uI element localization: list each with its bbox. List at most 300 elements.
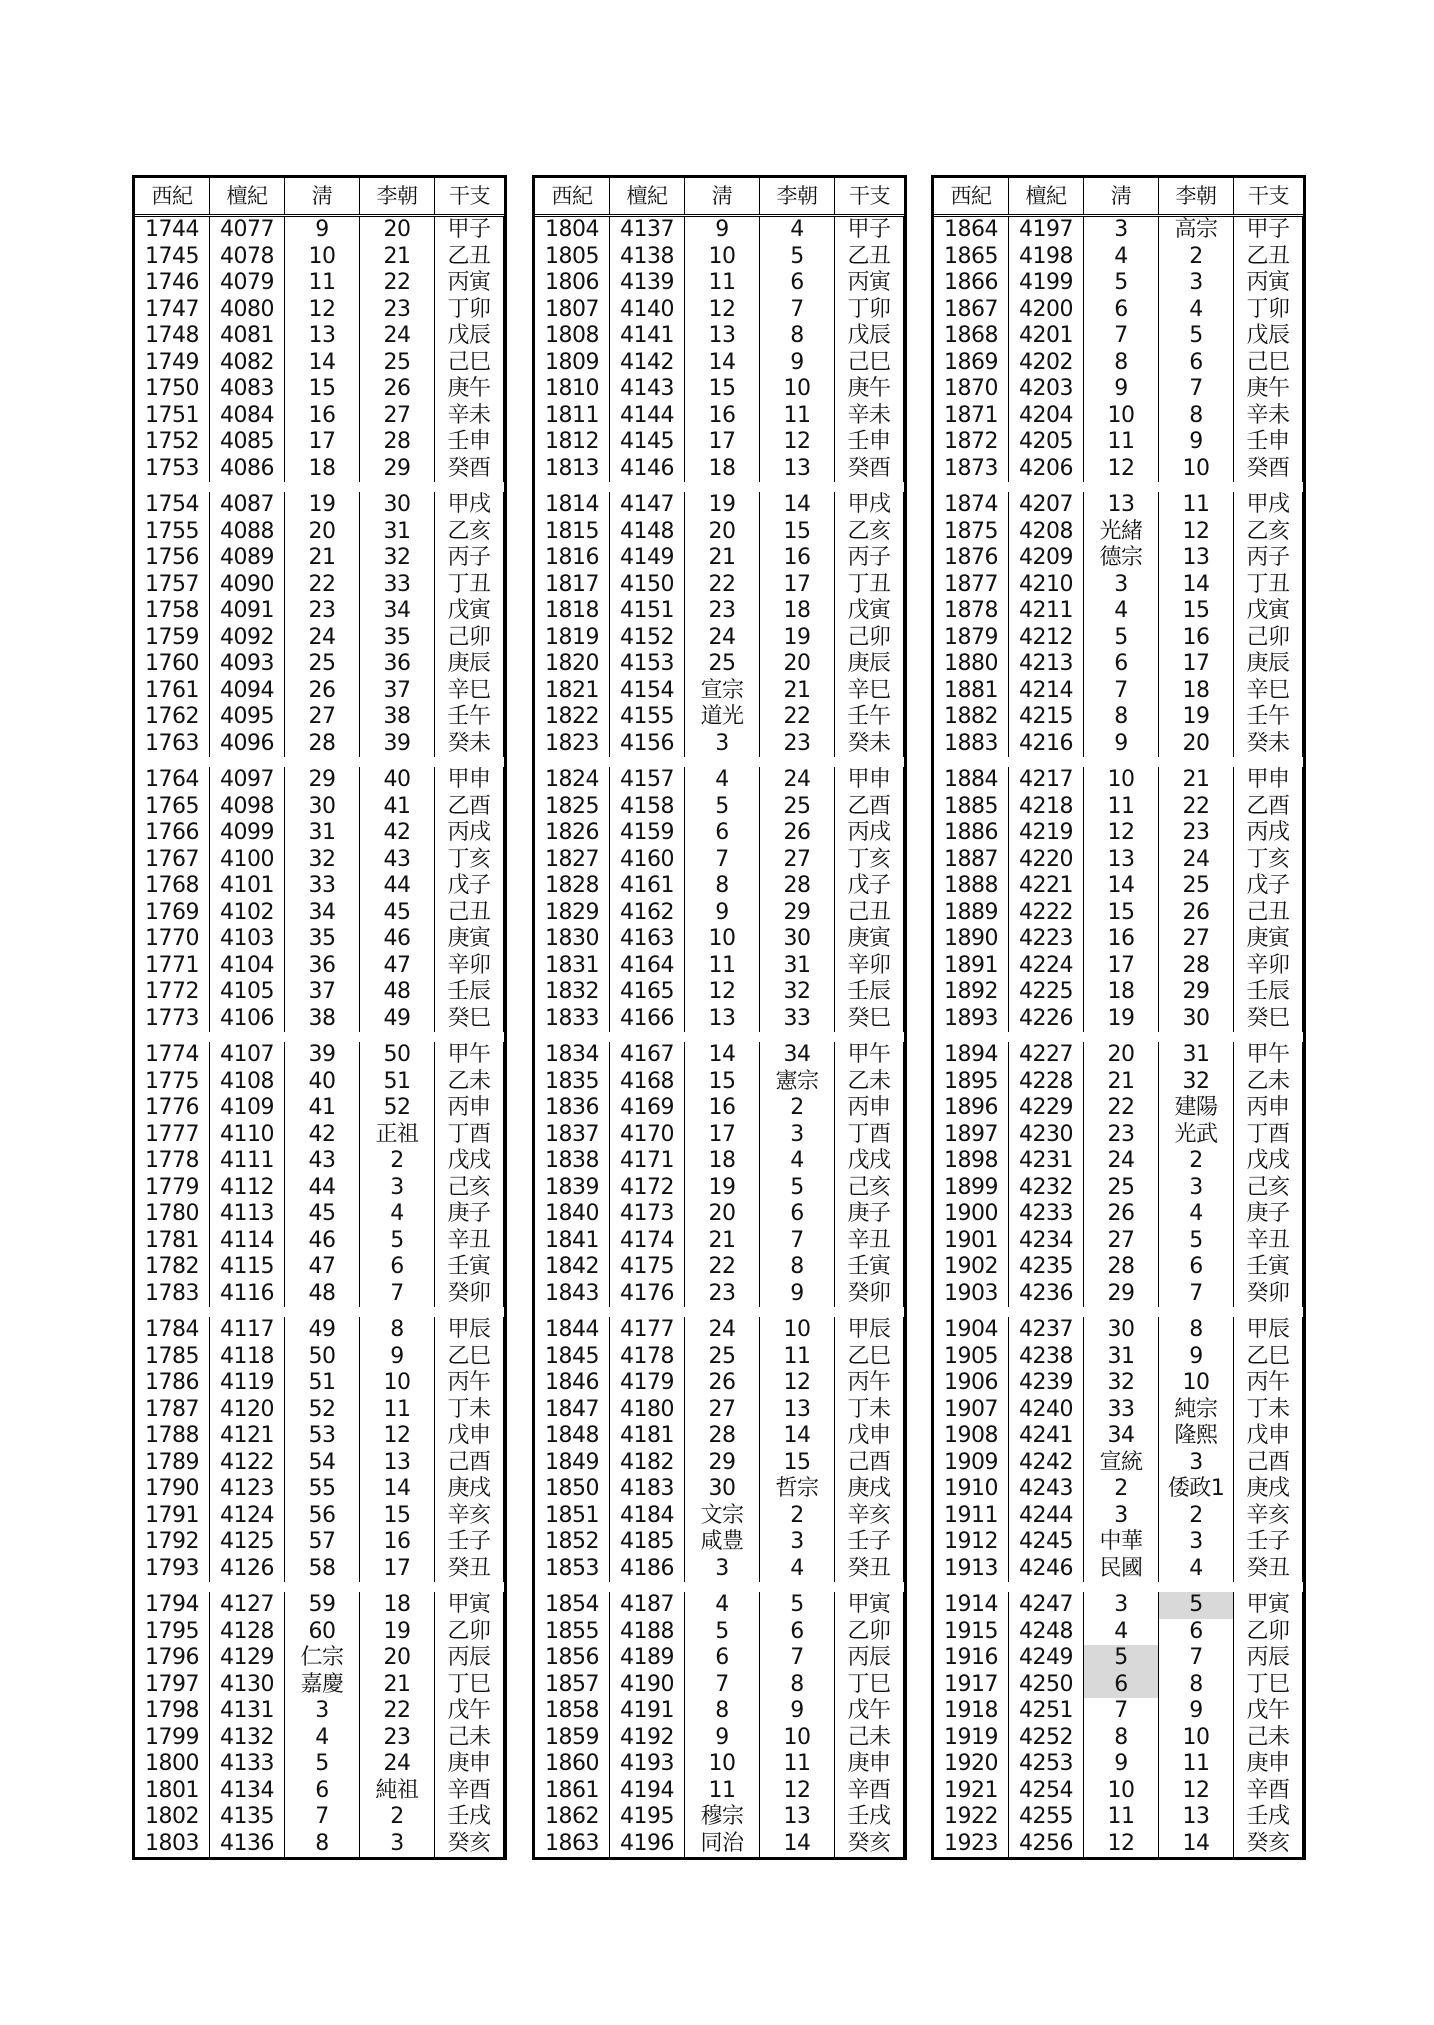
- cell-dangun-year: 4197: [1009, 217, 1084, 244]
- cell-qing: 21: [285, 545, 360, 572]
- cell-ganzhi: 庚寅: [435, 926, 504, 953]
- cell-dangun-year: 4142: [610, 350, 685, 377]
- cell-ganzhi: 庚戌: [835, 1476, 904, 1503]
- cell-western-year: 1755: [135, 519, 210, 546]
- cell-qing: 20: [685, 1201, 760, 1228]
- cell-ganzhi: 癸未: [1234, 731, 1303, 758]
- cell-dangun-year: 4247: [1009, 1592, 1084, 1619]
- table-row: [135, 598, 504, 625]
- cell-joseon: 27: [360, 403, 435, 430]
- table-row: [135, 1069, 504, 1096]
- cell-joseon: 4: [760, 217, 835, 244]
- cell-dangun-year: 4091: [210, 598, 285, 625]
- cell-dangun-year: 4200: [1009, 297, 1084, 324]
- cell-qing: 29: [285, 767, 360, 794]
- table-row: [135, 456, 504, 483]
- cell-ganzhi: 壬子: [835, 1529, 904, 1556]
- cell-qing: 23: [685, 1281, 760, 1308]
- cell-ganzhi: 丁未: [435, 1397, 504, 1424]
- cell-dangun-year: 4245: [1009, 1529, 1084, 1556]
- table-row: [934, 1725, 1303, 1752]
- table-row: [135, 873, 504, 900]
- table-row: [535, 376, 904, 403]
- cell-ganzhi: 癸亥: [835, 1831, 904, 1858]
- cell-western-year: 1885: [934, 794, 1009, 821]
- cell-qing: 30: [685, 1476, 760, 1503]
- cell-western-year: 1751: [135, 403, 210, 430]
- cell-western-year: 1923: [934, 1831, 1009, 1858]
- cell-qing: 中華: [1084, 1529, 1159, 1556]
- cell-dangun-year: 4145: [610, 429, 685, 456]
- table-row: [135, 376, 504, 403]
- cell-dangun-year: 4170: [610, 1122, 685, 1149]
- cell-joseon: 36: [360, 651, 435, 678]
- cell-dangun-year: 4243: [1009, 1476, 1084, 1503]
- cell-joseon: 10: [760, 376, 835, 403]
- cell-western-year: 1750: [135, 376, 210, 403]
- cell-dangun-year: 4216: [1009, 731, 1084, 758]
- cell-western-year: 1865: [934, 244, 1009, 271]
- cell-dangun-year: 4103: [210, 926, 285, 953]
- cell-western-year: 1776: [135, 1095, 210, 1122]
- cell-western-year: 1828: [535, 873, 610, 900]
- cell-joseon: 23: [760, 731, 835, 758]
- cell-qing: 34: [285, 900, 360, 927]
- cell-dangun-year: 4137: [610, 217, 685, 244]
- cell-western-year: 1845: [535, 1344, 610, 1371]
- cell-western-year: 1800: [135, 1751, 210, 1778]
- table-row: [535, 1476, 904, 1503]
- cell-dangun-year: 4211: [1009, 598, 1084, 625]
- cell-qing: 17: [1084, 953, 1159, 980]
- cell-dangun-year: 4223: [1009, 926, 1084, 953]
- cell-western-year: 1843: [535, 1281, 610, 1308]
- table-row: [934, 1778, 1303, 1805]
- cell-ganzhi: 壬戌: [835, 1804, 904, 1831]
- table-row: [135, 429, 504, 456]
- cell-dangun-year: 4161: [610, 873, 685, 900]
- cell-joseon: 2: [360, 1804, 435, 1831]
- cell-joseon: 3: [760, 1122, 835, 1149]
- cell-dangun-year: 4238: [1009, 1344, 1084, 1371]
- cell-joseon: 12: [360, 1423, 435, 1450]
- cell-western-year: 1756: [135, 545, 210, 572]
- cell-ganzhi: 丁巳: [835, 1672, 904, 1699]
- cell-qing: 同治: [685, 1831, 760, 1858]
- table-row: [934, 1370, 1303, 1397]
- table-row: [535, 1450, 904, 1477]
- cell-dangun-year: 4156: [610, 731, 685, 758]
- cell-joseon: 15: [1159, 598, 1234, 625]
- cell-dangun-year: 4102: [210, 900, 285, 927]
- cell-ganzhi: 甲午: [1234, 1042, 1303, 1069]
- cell-joseon: 25: [360, 350, 435, 377]
- cell-dangun-year: 4206: [1009, 456, 1084, 483]
- cell-dangun-year: 4132: [210, 1725, 285, 1752]
- cell-qing: 18: [685, 1148, 760, 1175]
- cell-ganzhi: 甲戌: [435, 492, 504, 519]
- cell-dangun-year: 4157: [610, 767, 685, 794]
- table-row: [934, 572, 1303, 599]
- cell-joseon: 5: [760, 1592, 835, 1619]
- table-row: [934, 323, 1303, 350]
- cell-qing: 15: [285, 376, 360, 403]
- cell-qing: 11: [1084, 1804, 1159, 1831]
- cell-western-year: 1753: [135, 456, 210, 483]
- cell-qing: 6: [1084, 297, 1159, 324]
- cell-dangun-year: 4168: [610, 1069, 685, 1096]
- cell-qing: 56: [285, 1503, 360, 1530]
- cell-ganzhi: 辛巳: [835, 678, 904, 705]
- cell-qing: 11: [1084, 429, 1159, 456]
- cell-qing: 9: [685, 900, 760, 927]
- cell-ganzhi: 乙巳: [835, 1344, 904, 1371]
- header-ganzhi: 干支: [849, 184, 890, 208]
- cell-qing: 24: [1084, 1148, 1159, 1175]
- cell-dangun-year: 4184: [610, 1503, 685, 1530]
- cell-western-year: 1785: [135, 1344, 210, 1371]
- cell-western-year: 1859: [535, 1725, 610, 1752]
- cell-western-year: 1781: [135, 1228, 210, 1255]
- cell-western-year: 1854: [535, 1592, 610, 1619]
- cell-joseon: 5: [1159, 1228, 1234, 1255]
- cell-ganzhi: 戊申: [835, 1423, 904, 1450]
- cell-joseon: 16: [1159, 625, 1234, 652]
- cell-western-year: 1918: [934, 1698, 1009, 1725]
- cell-ganzhi: 庚辰: [435, 651, 504, 678]
- cell-qing: 19: [285, 492, 360, 519]
- cell-joseon: 6: [1159, 1619, 1234, 1646]
- cell-dangun-year: 4192: [610, 1725, 685, 1752]
- cell-joseon: 21: [360, 1672, 435, 1699]
- table-row: [535, 1317, 904, 1344]
- cell-ganzhi: 乙未: [435, 1069, 504, 1096]
- cell-western-year: 1864: [934, 217, 1009, 244]
- cell-dangun-year: 4106: [210, 1006, 285, 1033]
- cell-joseon: 8: [1159, 1672, 1234, 1699]
- cell-joseon: 19: [760, 625, 835, 652]
- cell-dangun-year: 4183: [610, 1476, 685, 1503]
- cell-dangun-year: 4224: [1009, 953, 1084, 980]
- cell-qing: 25: [1084, 1175, 1159, 1202]
- cell-qing: 26: [285, 678, 360, 705]
- cell-ganzhi: 壬午: [1234, 704, 1303, 731]
- cell-qing: 宣宗: [685, 678, 760, 705]
- cell-qing: 33: [1084, 1397, 1159, 1424]
- cell-western-year: 1766: [135, 820, 210, 847]
- cell-dangun-year: 4240: [1009, 1397, 1084, 1424]
- cell-ganzhi: 己丑: [835, 900, 904, 927]
- cell-ganzhi: 己丑: [1234, 900, 1303, 927]
- cell-joseon: 8: [760, 1672, 835, 1699]
- cell-western-year: 1799: [135, 1725, 210, 1752]
- cell-ganzhi: 丙寅: [435, 270, 504, 297]
- cell-dangun-year: 4099: [210, 820, 285, 847]
- cell-western-year: 1848: [535, 1423, 610, 1450]
- cell-qing: 嘉慶: [285, 1672, 360, 1699]
- cell-western-year: 1835: [535, 1069, 610, 1096]
- cell-ganzhi: 丙辰: [435, 1645, 504, 1672]
- cell-dangun-year: 4133: [210, 1751, 285, 1778]
- cell-qing: 29: [685, 1450, 760, 1477]
- cell-western-year: 1919: [934, 1725, 1009, 1752]
- cell-dangun-year: 4111: [210, 1148, 285, 1175]
- table-row: [934, 1254, 1303, 1281]
- cell-ganzhi: 癸巳: [435, 1006, 504, 1033]
- cell-western-year: 1820: [535, 651, 610, 678]
- cell-western-year: 1861: [535, 1778, 610, 1805]
- table-row: [135, 1619, 504, 1646]
- cell-ganzhi: 戊辰: [835, 323, 904, 350]
- cell-qing: 25: [685, 651, 760, 678]
- table-row: [135, 1698, 504, 1725]
- cell-qing: 10: [1084, 767, 1159, 794]
- cell-joseon: 8: [360, 1317, 435, 1344]
- cell-qing: 10: [685, 1751, 760, 1778]
- cell-dangun-year: 4230: [1009, 1122, 1084, 1149]
- cell-joseon: 7: [1159, 376, 1234, 403]
- cell-qing: 60: [285, 1619, 360, 1646]
- cell-qing: 11: [685, 1778, 760, 1805]
- cell-joseon: 6: [760, 270, 835, 297]
- cell-ganzhi: 己酉: [435, 1450, 504, 1477]
- cell-ganzhi: 辛亥: [835, 1503, 904, 1530]
- cell-ganzhi: 戊戌: [835, 1148, 904, 1175]
- table-row: [535, 1751, 904, 1778]
- cell-western-year: 1856: [535, 1645, 610, 1672]
- cell-qing: 8: [285, 1831, 360, 1858]
- cell-western-year: 1752: [135, 429, 210, 456]
- table-row: [135, 244, 504, 271]
- cell-joseon: 30: [360, 492, 435, 519]
- cell-ganzhi: 己巳: [1234, 350, 1303, 377]
- cell-ganzhi: 戊寅: [835, 598, 904, 625]
- cell-western-year: 1746: [135, 270, 210, 297]
- table-row: [535, 1069, 904, 1096]
- table-row: [535, 1831, 904, 1858]
- cell-ganzhi: 癸酉: [835, 456, 904, 483]
- cell-qing: 39: [285, 1042, 360, 1069]
- cell-ganzhi: 辛丑: [835, 1228, 904, 1255]
- cell-ganzhi: 辛亥: [435, 1503, 504, 1530]
- calendar-table-2: [532, 175, 907, 1860]
- cell-joseon: 5: [360, 1228, 435, 1255]
- cell-ganzhi: 丙辰: [1234, 1645, 1303, 1672]
- table-row: [934, 651, 1303, 678]
- cell-joseon: 15: [760, 519, 835, 546]
- cell-dangun-year: 4228: [1009, 1069, 1084, 1096]
- cell-western-year: 1888: [934, 873, 1009, 900]
- table-row: [934, 704, 1303, 731]
- cell-joseon: 9: [360, 1344, 435, 1371]
- table-row: [135, 1672, 504, 1699]
- cell-joseon: 28: [1159, 953, 1234, 980]
- cell-qing: 21: [1084, 1069, 1159, 1096]
- table-row: [934, 1201, 1303, 1228]
- cell-dangun-year: 4227: [1009, 1042, 1084, 1069]
- cell-qing: 16: [685, 403, 760, 430]
- cell-ganzhi: 己卯: [835, 625, 904, 652]
- cell-qing: 43: [285, 1148, 360, 1175]
- cell-qing: 道光: [685, 704, 760, 731]
- cell-western-year: 1839: [535, 1175, 610, 1202]
- table-row: [135, 403, 504, 430]
- table-row: [934, 900, 1303, 927]
- cell-qing: 16: [1084, 926, 1159, 953]
- cell-joseon: 29: [360, 456, 435, 483]
- cell-dangun-year: 4112: [210, 1175, 285, 1202]
- table-row: [535, 492, 904, 519]
- cell-western-year: 1806: [535, 270, 610, 297]
- cell-western-year: 1872: [934, 429, 1009, 456]
- cell-ganzhi: 丁卯: [435, 297, 504, 324]
- cell-dangun-year: 4210: [1009, 572, 1084, 599]
- cell-qing: 11: [685, 953, 760, 980]
- cell-qing: 53: [285, 1423, 360, 1450]
- cell-qing: 咸豊: [685, 1529, 760, 1556]
- cell-joseon: 4: [760, 1556, 835, 1583]
- cell-joseon: 13: [1159, 545, 1234, 572]
- cell-western-year: 1849: [535, 1450, 610, 1477]
- cell-qing: 52: [285, 1397, 360, 1424]
- cell-dangun-year: 4173: [610, 1201, 685, 1228]
- cell-western-year: 1897: [934, 1122, 1009, 1149]
- cell-western-year: 1760: [135, 651, 210, 678]
- cell-qing: 18: [285, 456, 360, 483]
- cell-ganzhi: 甲戌: [835, 492, 904, 519]
- cell-dangun-year: 4124: [210, 1503, 285, 1530]
- cell-ganzhi: 庚戌: [435, 1476, 504, 1503]
- cell-western-year: 1884: [934, 767, 1009, 794]
- cell-qing: 18: [1084, 979, 1159, 1006]
- cell-joseon: 49: [360, 1006, 435, 1033]
- cell-dangun-year: 4130: [210, 1672, 285, 1699]
- cell-western-year: 1846: [535, 1370, 610, 1397]
- cell-ganzhi: 辛亥: [1234, 1503, 1303, 1530]
- cell-western-year: 1847: [535, 1397, 610, 1424]
- cell-ganzhi: 丁丑: [835, 572, 904, 599]
- cell-ganzhi: 壬辰: [835, 979, 904, 1006]
- header-ganzhi: 干支: [1248, 184, 1289, 208]
- cell-dangun-year: 4191: [610, 1698, 685, 1725]
- cell-joseon: 9: [760, 1281, 835, 1308]
- header-western-year: 西紀: [934, 178, 1009, 214]
- cell-western-year: 1873: [934, 456, 1009, 483]
- cell-dangun-year: 4165: [610, 979, 685, 1006]
- cell-dangun-year: 4084: [210, 403, 285, 430]
- cell-qing: 7: [1084, 323, 1159, 350]
- table-row: [934, 1529, 1303, 1556]
- cell-qing: 58: [285, 1556, 360, 1583]
- cell-joseon: 9: [1159, 1698, 1234, 1725]
- cell-qing: 24: [685, 1317, 760, 1344]
- table-row: [934, 1069, 1303, 1096]
- cell-joseon: 26: [1159, 900, 1234, 927]
- table-row: [934, 873, 1303, 900]
- cell-qing: 11: [285, 270, 360, 297]
- table-row: [934, 1281, 1303, 1308]
- cell-joseon: 23: [360, 297, 435, 324]
- table-row: [535, 519, 904, 546]
- header-qing: 淸: [1084, 178, 1159, 214]
- cell-joseon: 11: [360, 1397, 435, 1424]
- cell-qing: 7: [285, 1804, 360, 1831]
- table-row: [934, 1228, 1303, 1255]
- cell-western-year: 1817: [535, 572, 610, 599]
- cell-joseon: 3: [360, 1175, 435, 1202]
- cell-qing: 20: [285, 519, 360, 546]
- cell-western-year: 1840: [535, 1201, 610, 1228]
- cell-joseon: 12: [760, 429, 835, 456]
- cell-ganzhi: 辛卯: [1234, 953, 1303, 980]
- cell-dangun-year: 4160: [610, 847, 685, 874]
- cell-dangun-year: 4096: [210, 731, 285, 758]
- cell-dangun-year: 4187: [610, 1592, 685, 1619]
- table-header: [535, 178, 904, 217]
- cell-dangun-year: 4119: [210, 1370, 285, 1397]
- table-row: [135, 625, 504, 652]
- cell-qing: 穆宗: [685, 1804, 760, 1831]
- cell-qing: 28: [285, 731, 360, 758]
- cell-joseon: 2: [1159, 1148, 1234, 1175]
- cell-ganzhi: 癸巳: [1234, 1006, 1303, 1033]
- table-row: [535, 270, 904, 297]
- cell-joseon: 12: [1159, 519, 1234, 546]
- cell-western-year: 1841: [535, 1228, 610, 1255]
- cell-joseon: 16: [360, 1529, 435, 1556]
- cell-dangun-year: 4217: [1009, 767, 1084, 794]
- cell-qing: 3: [285, 1698, 360, 1725]
- cell-dangun-year: 4154: [610, 678, 685, 705]
- table-row: [934, 1804, 1303, 1831]
- cell-qing: 40: [285, 1069, 360, 1096]
- cell-dangun-year: 4255: [1009, 1804, 1084, 1831]
- table-row: [135, 1778, 504, 1805]
- cell-joseon: 7: [360, 1281, 435, 1308]
- cell-dangun-year: 4092: [210, 625, 285, 652]
- cell-western-year: 1910: [934, 1476, 1009, 1503]
- cell-qing: 4: [1084, 598, 1159, 625]
- cell-qing: 36: [285, 953, 360, 980]
- cell-western-year: 1877: [934, 572, 1009, 599]
- header-qing: 淸: [285, 178, 360, 214]
- cell-qing: 13: [685, 1006, 760, 1033]
- cell-western-year: 1831: [535, 953, 610, 980]
- cell-dangun-year: 4193: [610, 1751, 685, 1778]
- cell-qing: 5: [1084, 625, 1159, 652]
- cell-qing: 光緒: [1084, 519, 1159, 546]
- cell-joseon: 34: [760, 1042, 835, 1069]
- cell-ganzhi: 戊子: [1234, 873, 1303, 900]
- cell-joseon: 22: [360, 270, 435, 297]
- table-row: [934, 1317, 1303, 1344]
- cell-qing: 8: [685, 873, 760, 900]
- cell-dangun-year: 4239: [1009, 1370, 1084, 1397]
- cell-qing: 8: [685, 1698, 760, 1725]
- cell-western-year: 1807: [535, 297, 610, 324]
- cell-ganzhi: 壬辰: [1234, 979, 1303, 1006]
- cell-joseon: 25: [760, 794, 835, 821]
- table-row: [135, 1529, 504, 1556]
- cell-joseon: 17: [760, 572, 835, 599]
- table-row: [535, 572, 904, 599]
- cell-ganzhi: 戊寅: [435, 598, 504, 625]
- cell-joseon: 2: [760, 1095, 835, 1122]
- cell-qing: 12: [1084, 456, 1159, 483]
- cell-ganzhi: 甲寅: [1234, 1592, 1303, 1619]
- cell-ganzhi: 丙寅: [835, 270, 904, 297]
- table-row: [934, 1122, 1303, 1149]
